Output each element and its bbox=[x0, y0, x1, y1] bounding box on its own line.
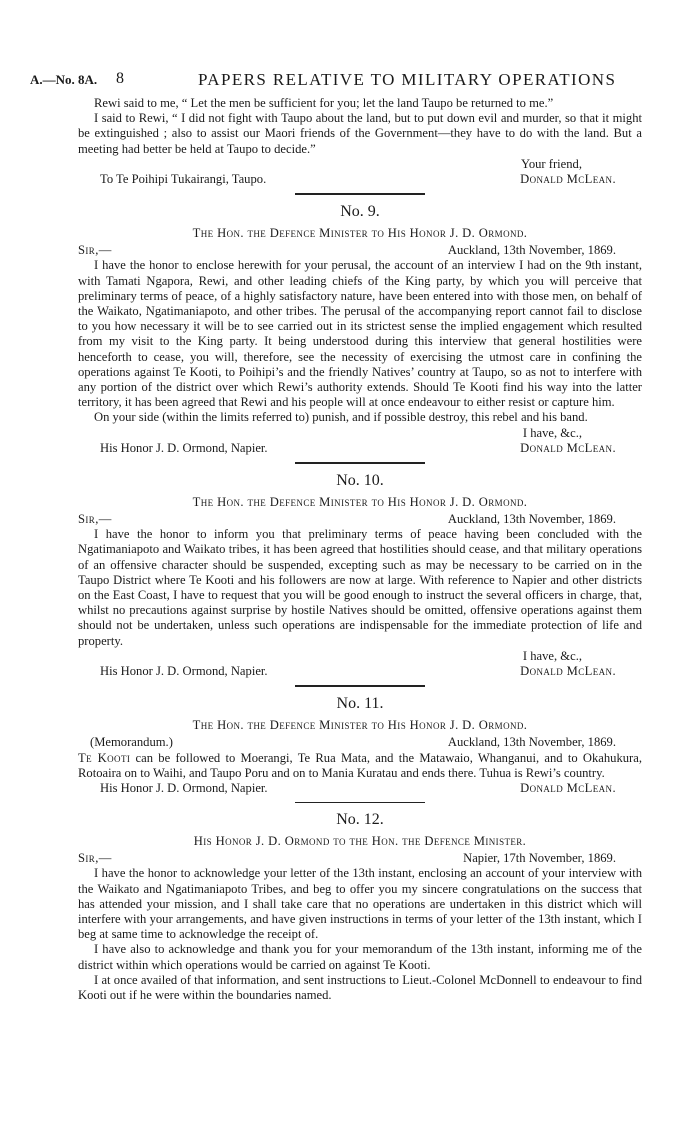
address-line bbox=[78, 781, 642, 796]
route-line: The Hon. the Defence Minister to His Honor J. D. Ormond. bbox=[192, 495, 528, 510]
signature: Donald McLean. bbox=[520, 780, 616, 795]
memo-line bbox=[78, 735, 642, 750]
memo-label: (Memorandum.) bbox=[90, 735, 173, 750]
closing: I have, &c., bbox=[522, 648, 582, 663]
salutation: Sir,— bbox=[78, 851, 112, 866]
paragraph: Rewi said to me, “ Let the men be sufficient for you; let the land Taupo be returned to me.” bbox=[94, 96, 554, 110]
paragraph: I have the honor to acknowledge your letter of the 13th instant, enclosing an account of your interview with the Waikato and Ngatimaniapoto Tribes, and beg to offer you my sincere congratulations on the success that has attended your mission, and I shall take care that no operations are undertaken in this district which will interfere with your arrangements, and have given instructions in terms of your letter of the 13th instant, which I beg at same time to acknowledge the receipt of. bbox=[78, 866, 642, 942]
signature: Donald McLean. bbox=[520, 172, 616, 187]
letter-continuation bbox=[78, 96, 642, 187]
document-number: No. 9. bbox=[340, 203, 380, 221]
route-line: The Hon. the Defence Minister to His Honor J. D. Ormond. bbox=[192, 718, 528, 733]
section-divider bbox=[295, 685, 425, 687]
route-line: The Hon. the Defence Minister to His Honor J. D. Ormond. bbox=[192, 226, 528, 241]
salutation: Sir,— bbox=[78, 243, 112, 258]
dateline: Auckland, 13th November, 1869. bbox=[447, 512, 616, 527]
section-divider bbox=[295, 462, 425, 464]
paragraph: I have also to acknowledge and thank you for your memorandum of the 13th instant, informing me of the district within which operations would be carried on against Te Kooti. bbox=[78, 942, 642, 972]
document-no-12 bbox=[78, 809, 642, 1003]
address-line bbox=[78, 664, 642, 679]
salutation: Sir,— bbox=[78, 512, 112, 527]
paragraph: I said to Rewi, “ I did not fight with Taupo about the land, but to put down evil and murder, so that it might be extinguished ; also to assist our Maori friends of the Government—they have to do with the land. But a meeting had better be held at Taupo to decide.” bbox=[78, 111, 642, 156]
page-header bbox=[30, 70, 670, 92]
paragraph: I at once availed of that information, and sent instructions to Lieut.-Colonel McDonnell to endeavour to find Kooti out if he were within the boundaries named. bbox=[78, 972, 642, 1002]
section-divider bbox=[295, 193, 425, 195]
salutation-line bbox=[78, 512, 642, 527]
paragraph: I have the honor to enclose herewith for your perusal, the account of an interview I had on the 9th instant, with Tamati Ngapora, Rewi, and other leading chiefs of the King party, by which you will perceive that preliminary terms of peace, of a highly satisfactory nature, have been entered into with those men, on behalf of the Waikato, Ngatimaniapoto, and other tribes. The perusal of the accompanying report cannot fail to disclose to you how necessary it will be to see carried out in its strictest sense the implied engagement which resulted from my visit to the King party. It being understood during this interview that general hostilities were henceforth to cease, you will, therefore, see the necessity of exercising the utmost care in confining the operations against Te Kooti, to Poihipi’s and the friendly Natives’ country at Taupo, so as not to interfere with any portion of the district over which Rewi’s authority extends. Should Te Kooti find his way into the latter territory, it has been agreed that Rewi and his people will at once endeavour to either resist or capture him. bbox=[78, 258, 642, 410]
signature: Donald McLean. bbox=[520, 664, 616, 679]
document-number: No. 11. bbox=[336, 695, 384, 713]
dateline: Auckland, 13th November, 1869. bbox=[447, 735, 616, 750]
addressee: His Honor J. D. Ormond, Napier. bbox=[100, 780, 268, 795]
document-no-10 bbox=[78, 470, 642, 679]
salutation-line bbox=[78, 243, 642, 258]
closing: Your friend, bbox=[521, 156, 582, 171]
document-number: No. 10. bbox=[336, 472, 384, 490]
lead-words: Te Kooti bbox=[78, 750, 131, 765]
document-reference: A.—No. 8A. bbox=[30, 72, 98, 87]
page-body bbox=[78, 96, 642, 1003]
page-number: 8 bbox=[116, 70, 124, 87]
paragraph: On your side (within the limits referred to) punish, and if possible destroy, this rebel and his band. bbox=[94, 410, 588, 425]
document-no-9 bbox=[78, 201, 642, 456]
salutation-line bbox=[78, 851, 642, 866]
closing: I have, &c., bbox=[522, 425, 582, 440]
signature: Donald McLean. bbox=[520, 440, 616, 455]
dateline: Auckland, 13th November, 1869. bbox=[447, 243, 616, 258]
paragraph: Te Kooti can be followed to Moerangi, Te Rua Mata, and the Matawaio, Whanganui, and to Okahukura, Rotoaira on to Waihi, and Taupo Poru and on to Mania Kuratau and ends there. Tuhua is Rewi’s country. bbox=[78, 750, 642, 780]
route-line: His Honor J. D. Ormond to the Hon. the Defence Minister. bbox=[193, 834, 527, 849]
address-line bbox=[78, 441, 642, 456]
address-line bbox=[78, 172, 642, 187]
running-title: PAPERS RELATIVE TO MILITARY OPERATIONS bbox=[198, 70, 617, 89]
addressee: To Te Poihipi Tukairangi, Taupo. bbox=[100, 172, 267, 187]
paragraph: I have the honor to inform you that preliminary terms of peace having been concluded with the Ngatimaniapoto and Waikato tribes, it has been agreed that hostilities should cease, and that military operations of an offensive character should be suspended, excepting such as may be necessary to be carried on in the Taupo District where Te Kooti and his followers are now at large. With reference to Napier and other districts on the East Coast, I have to request that you will be good enough to instruct the several officers in charge, that, whilst no precautions against surprise by hostile Natives should be omitted, offensive operations against them should not be undertaken, unless such operations are indispensable for the immediate protection of life and property. bbox=[78, 527, 642, 648]
document-no-11 bbox=[78, 693, 642, 796]
addressee: His Honor J. D. Ormond, Napier. bbox=[100, 664, 268, 679]
document-number: No. 12. bbox=[336, 811, 384, 829]
addressee: His Honor J. D. Ormond, Napier. bbox=[100, 440, 268, 455]
dateline: Napier, 17th November, 1869. bbox=[463, 851, 616, 866]
section-divider bbox=[295, 802, 425, 803]
